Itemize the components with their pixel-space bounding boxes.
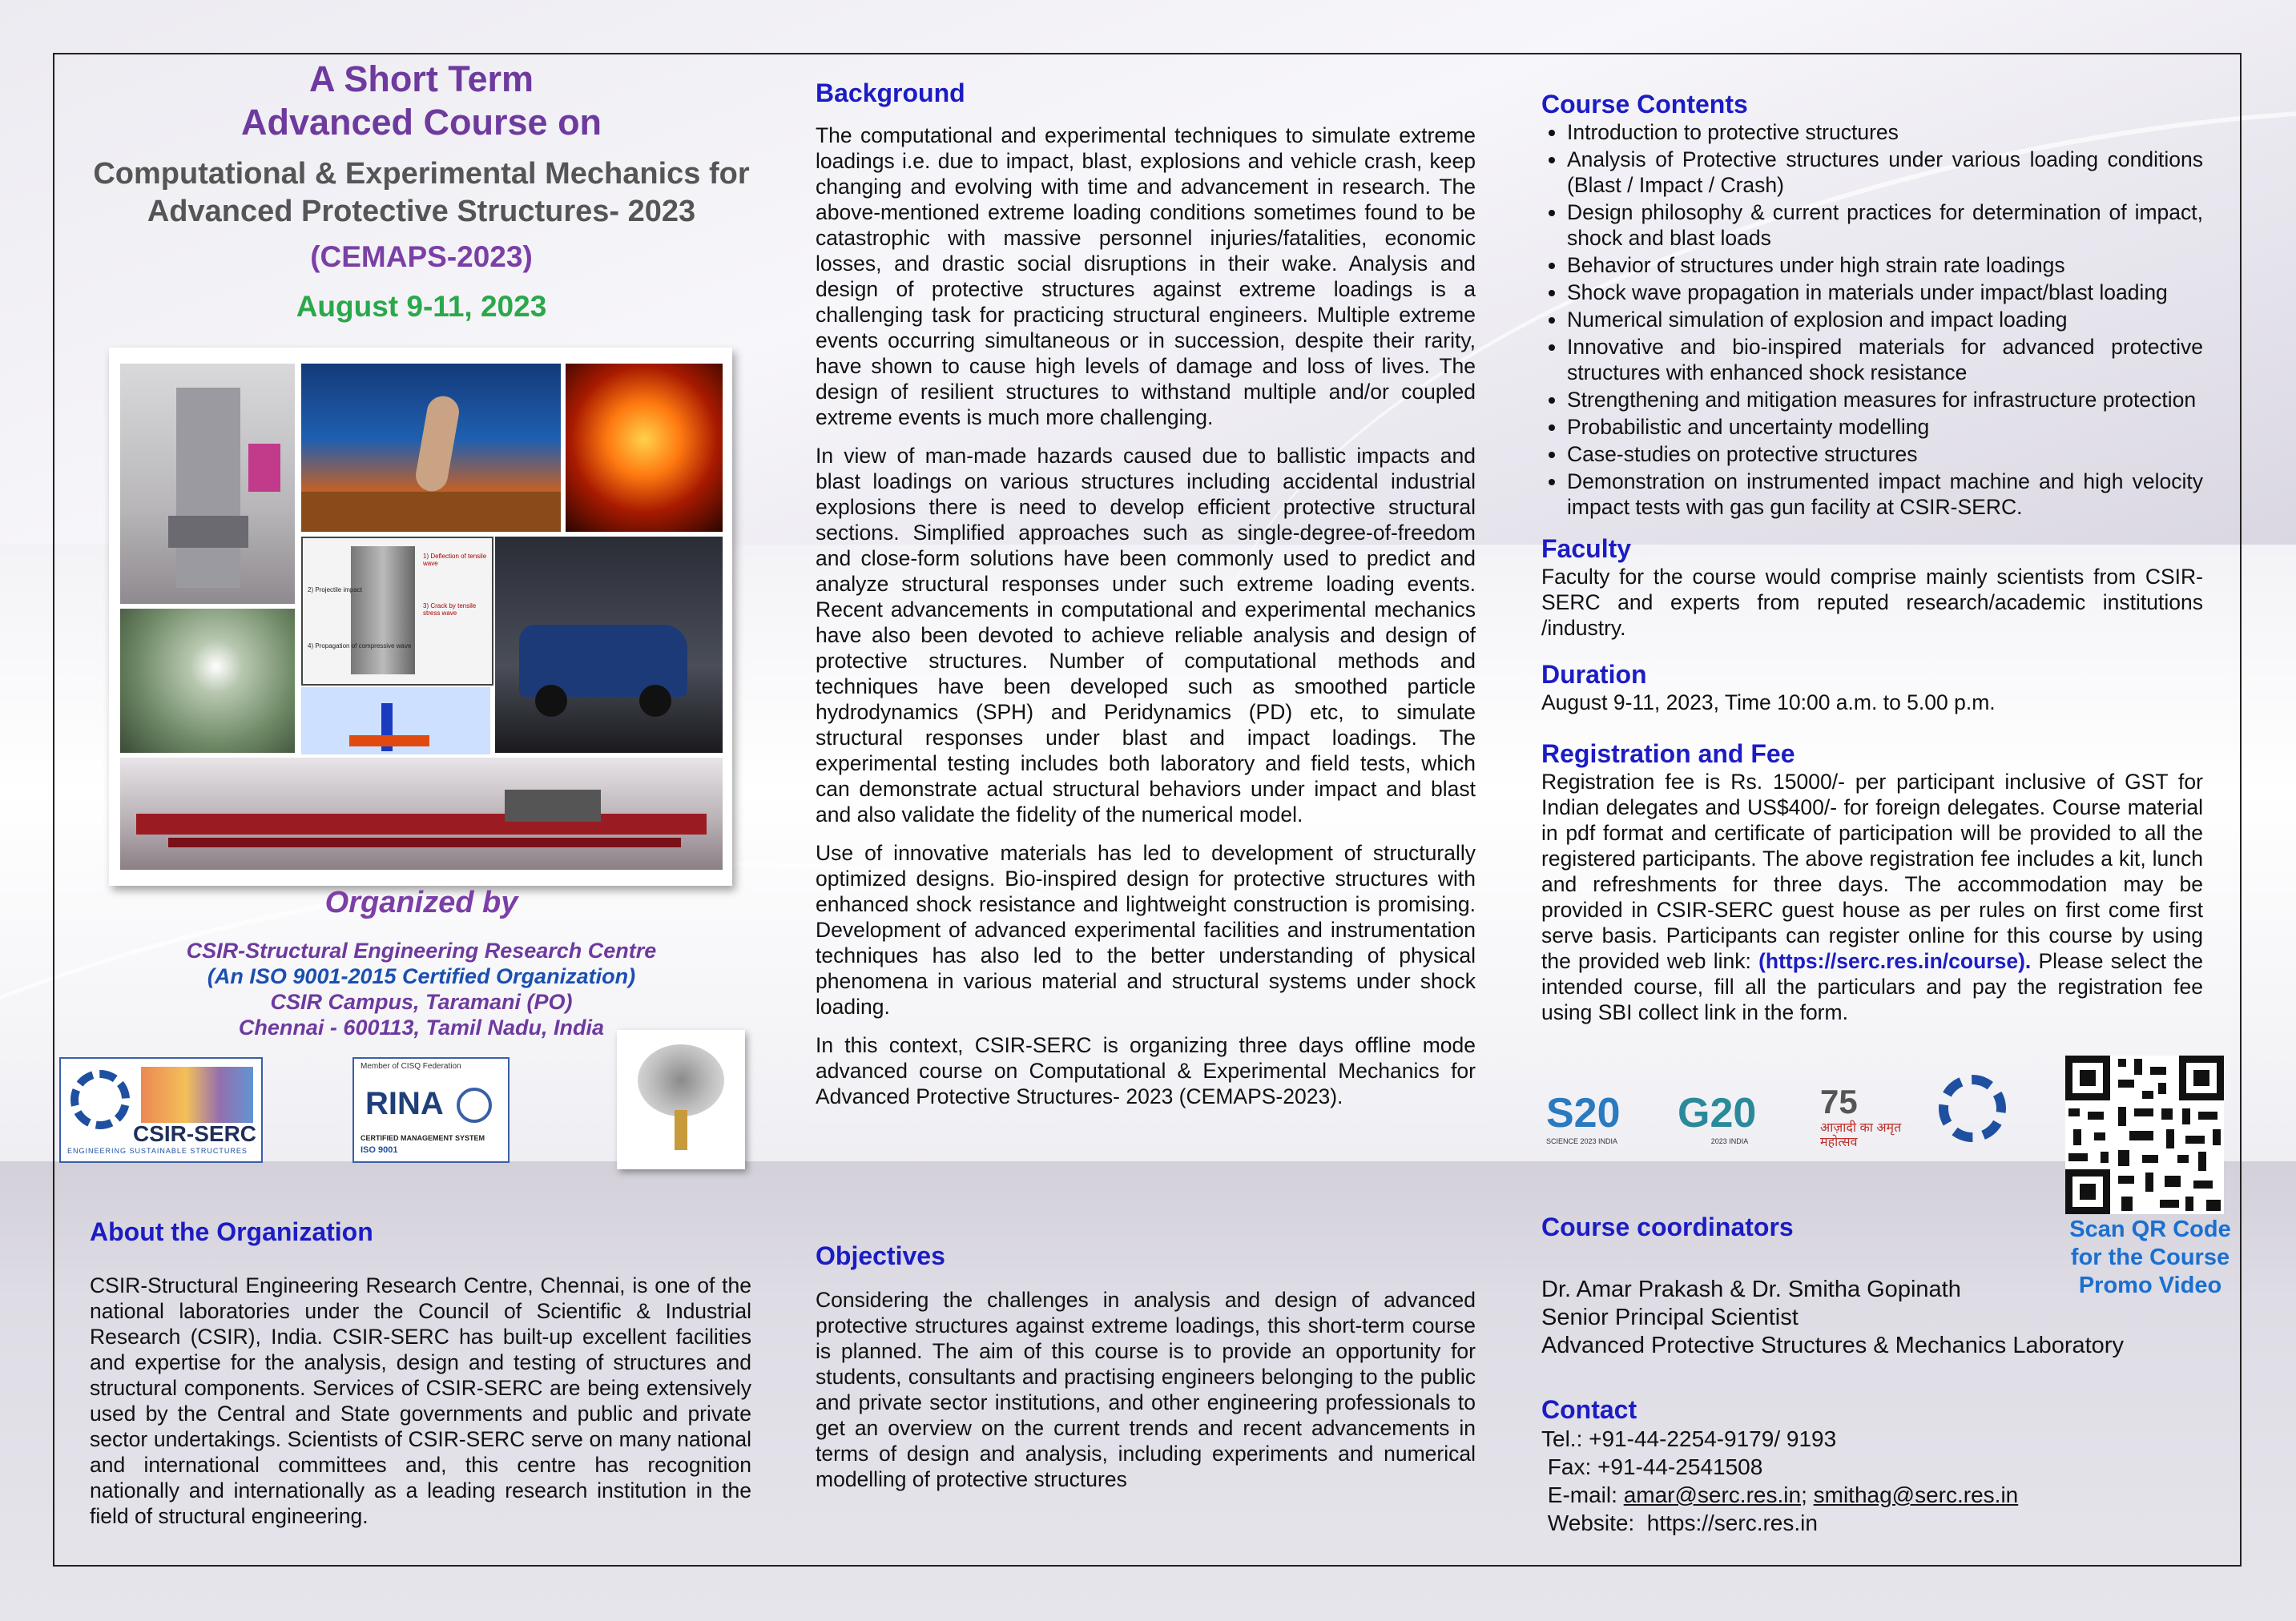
contact-heading: Contact xyxy=(1541,1395,1637,1424)
list-item: • Design philosophy & current practices for determination of impact, shock and blast loads xyxy=(1567,199,2203,251)
impact-wave-diagram xyxy=(301,537,493,686)
coordinator-names: Dr. Amar Prakash & Dr. Smitha Gopinath xyxy=(1541,1277,1961,1302)
email-link-amar[interactable]: amar@serc.res.in xyxy=(1623,1482,1802,1507)
faculty-text: Faculty for the course would comprise mainly scientists from CSIR-SERC and experts from reputed research/academic institutions /industry. xyxy=(1541,565,2203,640)
course-name xyxy=(69,155,774,231)
blast-human-simulation-image xyxy=(301,364,561,532)
course-contents-list xyxy=(1541,119,2203,520)
list-item: • Analysis of Protective structures under various loading conditions (Blast / Impact / Crash) xyxy=(1567,147,2203,198)
diagram-label: 2) Projectile impact xyxy=(308,586,363,593)
registration-link[interactable]: (https://serc.res.in/course). xyxy=(1758,949,2032,973)
g20-logo xyxy=(1678,1089,1782,1156)
list-item: • Case-studies on protective structures xyxy=(1567,441,2203,467)
list-item: • Shock wave propagation in materials under impact/blast loading xyxy=(1567,280,2203,305)
contact-email xyxy=(1541,1481,2203,1509)
course-contents-section xyxy=(1541,90,2203,1025)
list-item: • Probabilistic and uncertainty modelling xyxy=(1567,414,2203,440)
list-item: • Numerical simulation of explosion and impact loading xyxy=(1567,307,2203,332)
about-heading: About the Organization xyxy=(90,1217,373,1246)
g20-logo-text: G20 xyxy=(1678,1090,1757,1136)
serc-logo-text: CSIR-SERC xyxy=(133,1121,257,1146)
email-separator: ; xyxy=(1801,1482,1814,1507)
testing-machine-photo xyxy=(120,364,295,604)
s20-logo-text: S20 xyxy=(1546,1090,1621,1136)
tree-word-cloud-image xyxy=(617,1030,745,1169)
coordinator-designation: Senior Principal Scientist xyxy=(1541,1305,1799,1330)
serc-logo-tagline: ENGINEERING SUSTAINABLE STRUCTURES xyxy=(67,1147,248,1155)
list-item: • Strengthening and mitigation measures for infrastructure protection xyxy=(1567,387,2203,412)
list-item: • Demonstration on instrumented impact machine and high velocity impact tests with gas gun facility at CSIR-SERC. xyxy=(1567,469,2203,520)
course-dates: August 9-11, 2023 xyxy=(296,290,547,323)
background-paragraph-4: In this context, CSIR-SERC is organizing three days offline mode advanced course on Computational & Experimental Mechanics for Advanced Protective Structures- 2023 (CEMAPS-2023). xyxy=(816,1033,1476,1108)
qr-code[interactable] xyxy=(2065,1056,2224,1214)
faculty-heading: Faculty xyxy=(1541,534,1632,563)
email-label: E-mail: xyxy=(1541,1482,1624,1507)
objectives-text: Considering the challenges in analysis and design of advanced protective structures against extreme loadings, this short-term course is planned. The aim of this course is to provide an opportunity for students, consultants and practising engineers belonging to the public and private sector institutions, and other engineering professionals to get an overview on the current trends and recent advancements in terms of design and analysis, including experiments and numerical modelling of protective structures xyxy=(816,1288,1476,1491)
background-section xyxy=(816,78,1476,1109)
about-section xyxy=(90,1217,751,1529)
duration-text: August 9-11, 2023, Time 10:00 a.m. to 5.00 p.m. xyxy=(1541,690,1996,714)
cracked-glass-photo xyxy=(120,609,295,753)
contact-fax: Fax: +91-44-2541508 xyxy=(1541,1454,1763,1479)
coordinator-lab: Advanced Protective Structures & Mechanics Laboratory xyxy=(1541,1333,2124,1358)
csir-serc-logo xyxy=(59,1057,263,1163)
objectives-section xyxy=(816,1241,1476,1492)
title-line-1: A Short Term xyxy=(308,58,534,99)
title-line-2: Advanced Course on xyxy=(240,102,602,143)
fem-simulation-image xyxy=(301,687,490,754)
organizer-campus: CSIR Campus, Taramani (PO) xyxy=(270,990,573,1014)
rina-iso-text: ISO 9001 xyxy=(361,1145,398,1155)
registration-text xyxy=(1541,769,2203,1025)
email-link-smitha[interactable]: smithag@serc.res.in xyxy=(1813,1482,2019,1507)
gas-gun-facility-photo xyxy=(120,758,723,870)
g20-logo-subtext: 2023 INDIA xyxy=(1710,1137,1749,1145)
registration-heading: Registration and Fee xyxy=(1541,739,1795,768)
organizer-iso: (An ISO 9001-2015 Certified Organization) xyxy=(207,964,636,988)
registration-text-part: Registration fee is Rs. 15000/- per participant inclusive of GST for Indian delegates and US$400/- for foreign delegates. Course material in pdf format and certificate of participation will be provided to all the registered participants. The above registration fee includes a kit, lunch and refreshments for three days. The accommodation may be provided in CSIR-SERC guest house as per rules on first come first serve basis. Participants can register online for this course by using the provided web link: xyxy=(1541,770,2203,973)
rina-member-text: Member of CISQ Federation xyxy=(361,1062,461,1071)
azadi-logo-number: 75 xyxy=(1820,1083,1858,1120)
gear-emblem-icon xyxy=(70,1070,130,1129)
background-paragraph-1: The computational and experimental techniques to simulate extreme loadings i.e. due to impact, blast, explosions and vehicle crash, keep changing and evolving with time and advancement in research. The above-mentioned extreme loading conditions sometimes found to be catastrophic with massive personnel injuries/fatalities, economic losses, and drastic social disruptions in their wake. Analysis and design of protective structures against extreme loadings is a challenging task for practicing structural engineers. Multiple extreme events occurring simultaneous or in succession, despite their rarity, have shown to cause high levels of damage and loss of lives. The design of resilient structures to withstand multiple and/or coupled extreme events is much more challenging. xyxy=(816,123,1476,429)
list-item: • Innovative and bio-inspired materials for advanced protective structures with enhanced shock resistance xyxy=(1567,334,2203,385)
course-title xyxy=(77,58,766,144)
building-icon xyxy=(141,1067,253,1123)
photo-collage xyxy=(109,348,732,886)
csir-emblem-icon xyxy=(1939,1075,2006,1142)
course-acronym: (CEMAPS-2023) xyxy=(310,240,533,273)
organized-by-heading: Organized by xyxy=(324,886,518,919)
list-item: • Behavior of structures under high strain rate loadings xyxy=(1567,252,2203,278)
coordinators-section xyxy=(1541,1213,2203,1537)
about-text: CSIR-Structural Engineering Research Centre, Chennai, is one of the national laboratories under the Council of Scientific & Industrial Research (CSIR), India. CSIR-SERC has built-up excellent facilities and expertise for the analysis, design and testing of structures and structural components. Services of CSIR-SERC are being extensively used by the Central and State governments and public and private sector undertakings. Scientists of CSIR-SERC serve on many national and international committees and, this centre has recognition nationally and internationally as a leading research institution in the field of structural engineering. xyxy=(90,1273,751,1528)
course-name-line-1: Computational & Experimental Mechanics for xyxy=(93,157,750,191)
registration-text-part: Please select the intended course, fill all the particulars and pay the registration fee using SBI collect link in the form. xyxy=(1541,949,2203,1024)
course-contents-heading: Course Contents xyxy=(1541,90,1748,119)
coordinators-heading: Course coordinators xyxy=(1541,1213,1794,1241)
duration-heading: Duration xyxy=(1541,660,1647,689)
rina-certification-logo xyxy=(352,1057,510,1163)
background-paragraph-2: In view of man-made hazards caused due to ballistic impacts and blast loadings on various structures including accidental industrial explosions there is need to develop efficient protective structural sections. Simplified approaches such as single-degree-of-freedom and close-form solutions have been commonly used to predict and analyze structural responses under such extreme loading events. Recent advancements in computational and experimental mechanics have also been devoted to achieve reliable analysis and design of protective structures. Number of computational methods and techniques have been developed such as smoothed particle hydrodynamics (SPH) and Peridynamics (PD) etc, to simulate structural responses under blast and impact loadings. The experimental testing includes both laboratory and field tests, which can demonstrate actual structural behaviors under impact and blast and also validate the fidelity of the numerical model. xyxy=(816,444,1476,827)
azadi-logo-text: आज़ादी का अमृत महोत्सव xyxy=(1820,1121,1902,1149)
background-paragraph-3: Use of innovative materials has led to development of structurally optimized designs. Bio-inspired design for protective structures with enhanced shock resistance and lightweight construction is promising. Development of advanced experimental facilities and instrumentation techniques has also led to the better understanding of physical phenomena in various material and structural systems under shock loading. xyxy=(816,841,1476,1019)
course-name-line-2: Advanced Protective Structures- 2023 xyxy=(147,195,696,228)
rina-logo-text: RINA xyxy=(365,1086,444,1121)
diagram-label: 1) Deflection of tensile wave xyxy=(423,553,487,567)
car-crash-test-photo xyxy=(495,537,723,753)
list-item: • Introduction to protective structures xyxy=(1567,119,2203,145)
s20-logo xyxy=(1546,1089,1650,1156)
azadi-ka-amrit-mahotsav-logo xyxy=(1820,1083,1924,1160)
contact-website: Website: https://serc.res.in xyxy=(1541,1510,1818,1535)
contact-telephone: Tel.: +91-44-2254-9179/ 9193 xyxy=(1541,1426,1837,1451)
s20-logo-subtext: SCIENCE 2023 INDIA xyxy=(1546,1137,1618,1145)
iqnet-seal-icon xyxy=(457,1088,492,1123)
background-heading: Background xyxy=(816,78,965,107)
objectives-heading: Objectives xyxy=(816,1241,945,1270)
organizer-name: CSIR-Structural Engineering Research Centre xyxy=(186,939,657,963)
diagram-label: 4) Propagation of compressive wave xyxy=(308,642,412,650)
diagram-label: 3) Crack by tensile stress wave xyxy=(423,602,477,617)
qr-caption: Scan QR Code for the Course Promo Video xyxy=(2069,1217,2231,1298)
rina-cert-text: CERTIFIED MANAGEMENT SYSTEM xyxy=(361,1134,485,1142)
explosion-photo xyxy=(566,364,723,532)
organizer-city: Chennai - 600113, Tamil Nadu, India xyxy=(238,1016,605,1040)
